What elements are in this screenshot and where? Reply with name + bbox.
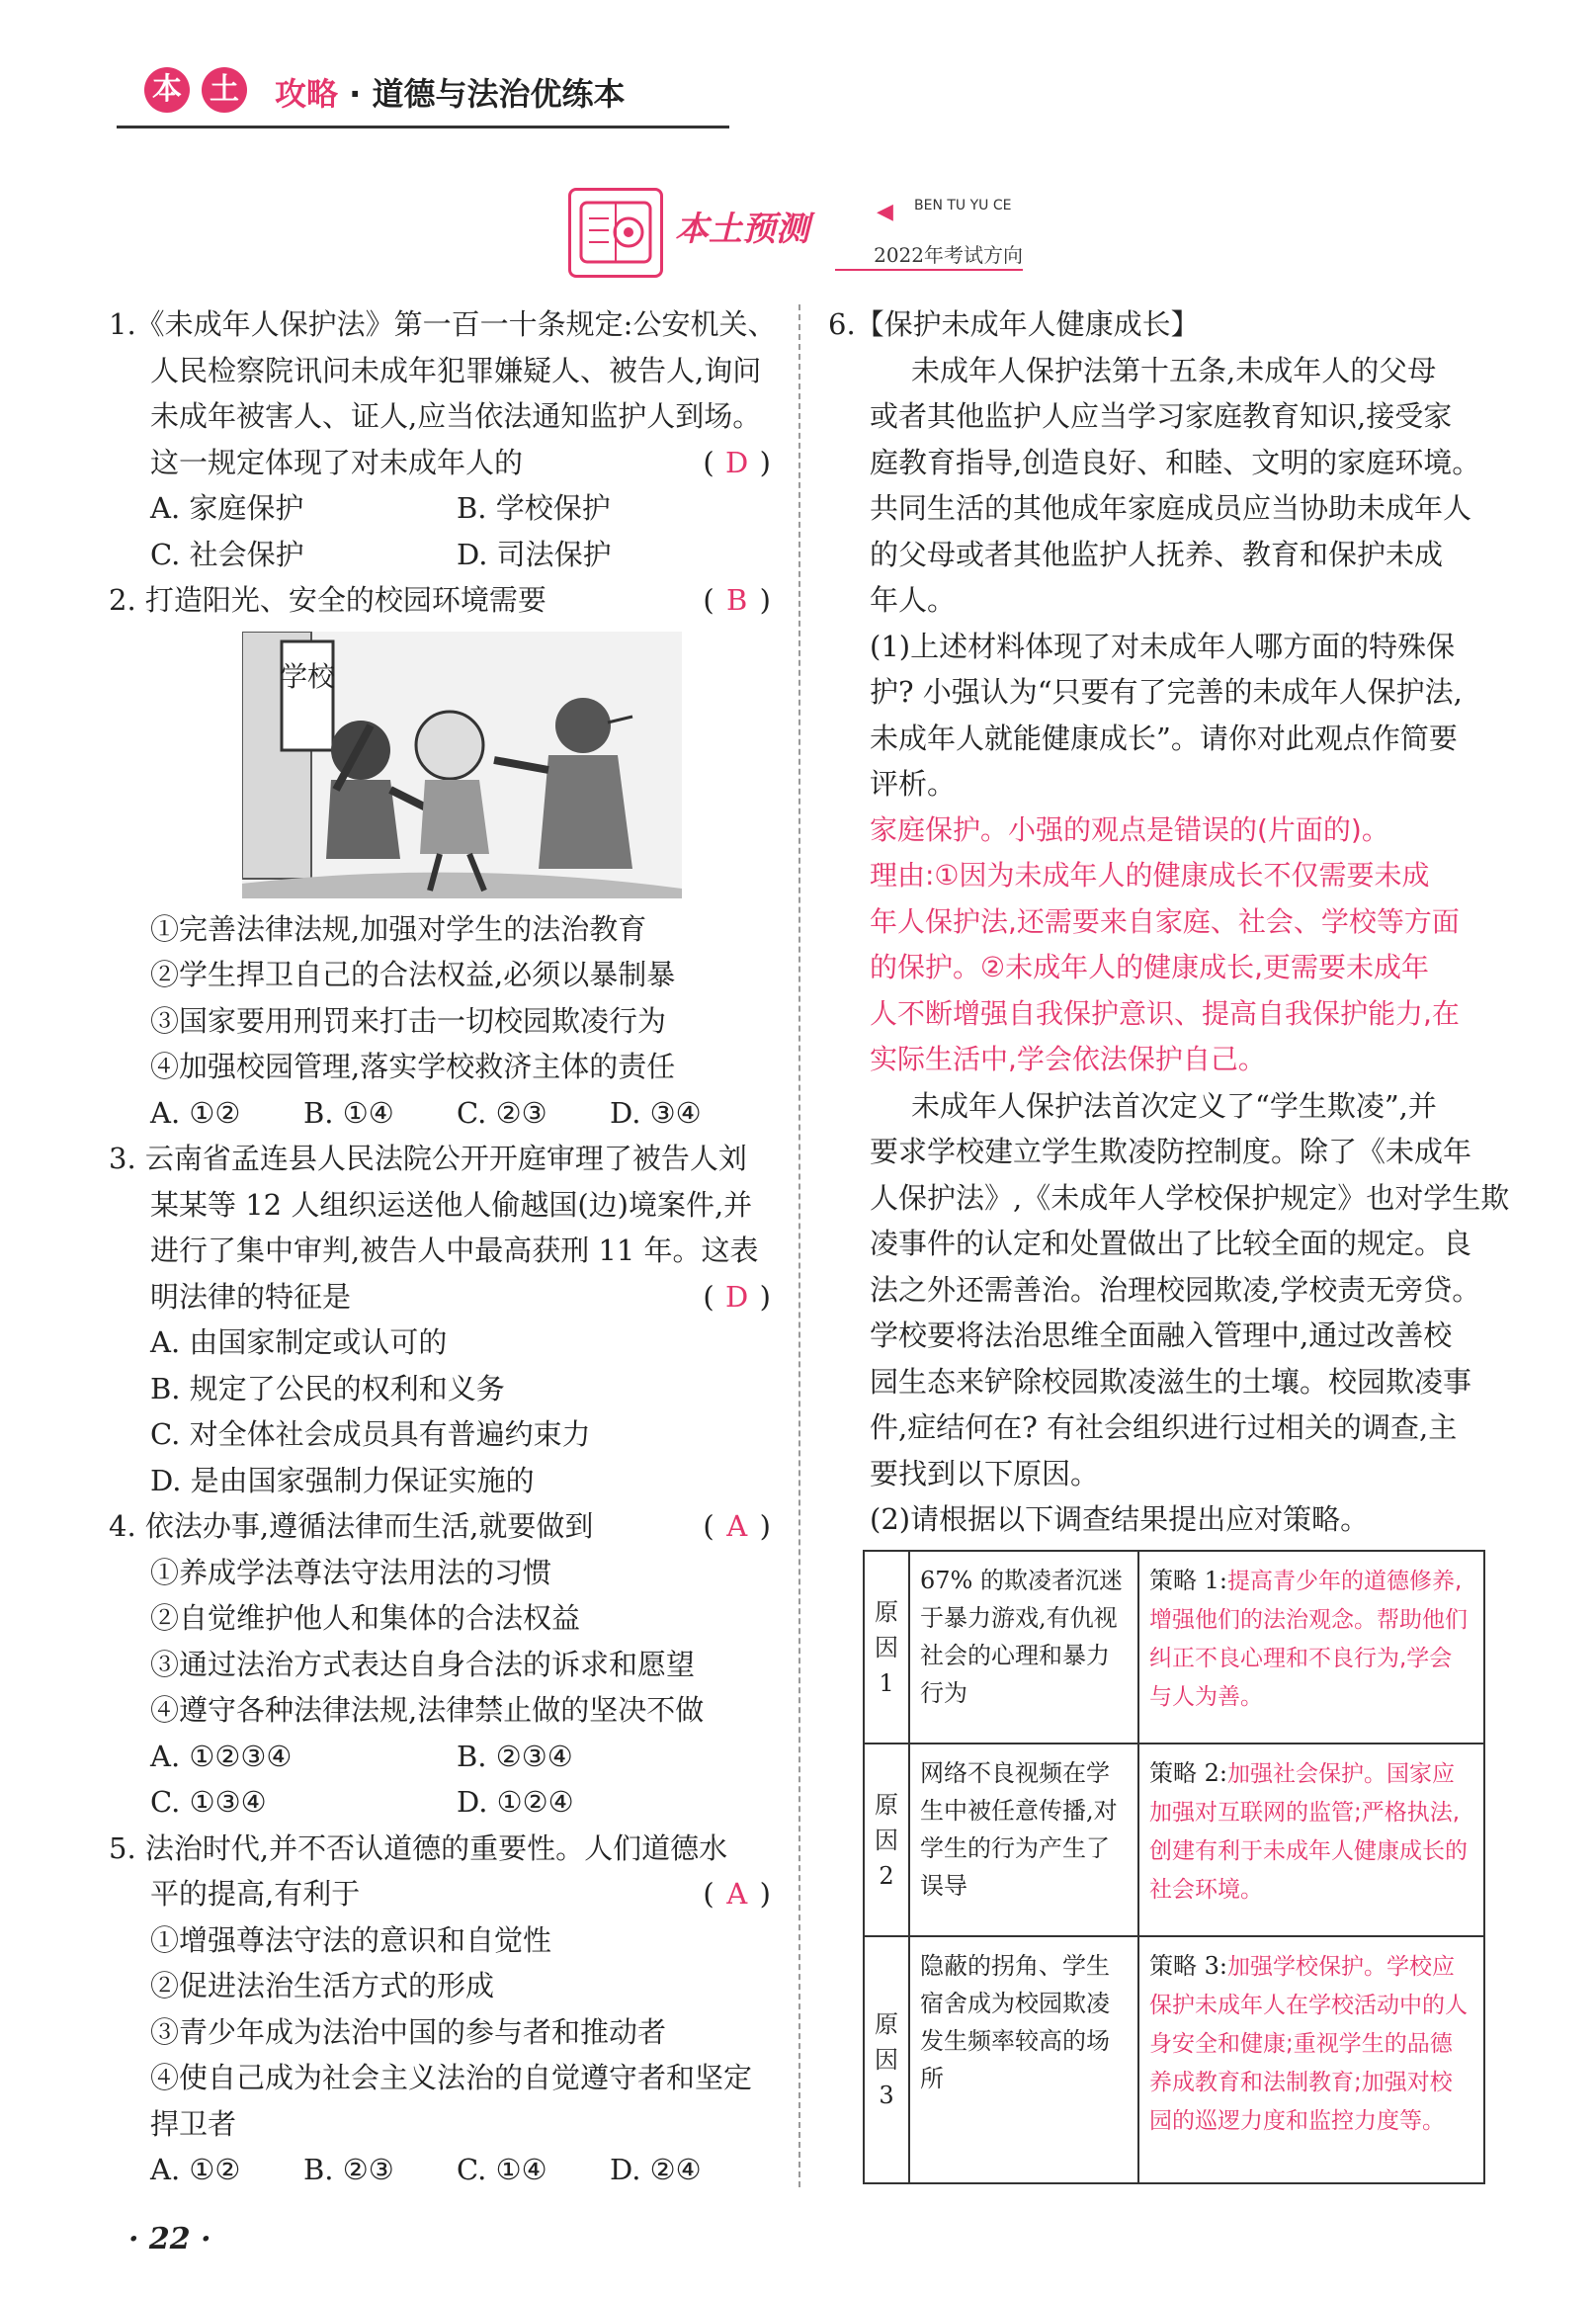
strategy-cell (1138, 1551, 1484, 1744)
q5-option-d[interactable]: D. ②④ (610, 2153, 702, 2186)
prediction-banner (568, 188, 1033, 277)
q3-line: 某某等 12 人组织运送他人偷越国(边)境案件,并 (150, 1187, 753, 1222)
bullying-illustration (242, 632, 682, 898)
page-number: · 22 · (128, 2222, 211, 2256)
q5-option-c[interactable]: C. ①④ (457, 2153, 547, 2186)
q2-option-b[interactable]: B. ①④ (303, 1095, 394, 1130)
q4-options-row (109, 1734, 771, 1780)
q1-option-c[interactable]: C. 社会保护 (150, 537, 304, 571)
q6-sub1-line: 未成年人就能健康成长”。请你对此观点作简要 (870, 721, 1458, 755)
q6-material1-line: 庭教育指导,创造良好、和睦、文明的家庭环境。 (870, 445, 1481, 479)
q6-material2-line: 要求学校建立学生欺凌防控制度。除了《未成年 (870, 1135, 1472, 1168)
q2-item: ①完善法律法规,加强对学生的法治教育 (150, 911, 647, 946)
q6-material2-line: 园生态来铲除校园欺凌滋生的土壤。校园欺凌事 (870, 1364, 1472, 1399)
header-badge-tu: 土 (202, 67, 247, 113)
q6-material2-line: 未成年人保护法首次定义了“学生欺凌”,并 (911, 1088, 1437, 1123)
q3-option-a[interactable]: A. 由国家制定或认可的 (150, 1325, 448, 1359)
strategy-answer: 加强学校保护。学校应保护未成年人在学校活动中的人身安全和健康;重视学生的品德养成教育和法制教育;加强对校园的巡逻力度和监控力度等。 (1149, 1954, 1468, 2134)
prediction-title: 本土预测 (675, 210, 809, 249)
q3-line: 3. 云南省孟连县人民法院公开开庭审理了被告人刘 (109, 1142, 747, 1175)
header-title (275, 69, 625, 115)
q1-line: 人民检察院讯问未成年犯罪嫌疑人、被告人,询问 (150, 353, 762, 387)
strategy-label: 策略 3: (1149, 1952, 1227, 1980)
reason-description: 67% 的欺凌者沉迷于暴力游戏,有仇视社会的心理和暴力行为 (909, 1551, 1138, 1744)
q3-option-c[interactable]: C. 对全体社会成员具有普遍约束力 (150, 1417, 591, 1451)
q5-line: 5. 法治时代,并不否认道德的重要性。人们道德水 (109, 1830, 728, 1865)
q1-line: 这一规定体现了对未成年人的 ( D ) (109, 440, 771, 486)
q4-item: ①养成学法尊法守法用法的习惯 (150, 1555, 552, 1589)
q3-option-b[interactable]: B. 规定了公民的权利和义务 (150, 1371, 505, 1405)
q2-answer: ( B ) (703, 583, 771, 617)
header-badge-ben: 本 (144, 67, 190, 113)
arrow-icon: ◀ (877, 200, 893, 224)
q6-answer1-line: 人不断增强自我保护意识、提高自我保护能力,在 (870, 996, 1460, 1030)
q6-answer1-line: 的保护。②未成年人的健康成长,更需要未成年 (870, 951, 1430, 983)
q2-option-d[interactable]: D. ③④ (610, 1095, 702, 1130)
q2-options-row (109, 1090, 771, 1137)
q6-material2-line: 件,症结何在? 有社会组织进行过相关的调查,主 (870, 1410, 1458, 1444)
q6-material1-line: 或者其他监护人应当学习家庭教育知识,接受家 (870, 399, 1453, 433)
strategy-label: 策略 1: (1149, 1567, 1227, 1594)
strategy-label: 策略 2: (1149, 1759, 1227, 1787)
strategy-answer: 加强社会保护。国家应加强对互联网的监管;严格执法,创建有利于未成年人健康成长的社会环境。 (1149, 1761, 1468, 1903)
question-4 (109, 1503, 771, 1826)
column-divider (798, 304, 800, 2187)
q6-material2-line: 凌事件的认定和处置做出了比较全面的规定。良 (870, 1227, 1472, 1260)
q5-item: ①增强尊法守法的意识和自觉性 (150, 1922, 552, 1957)
q6-material1-line: 的父母或者其他监护人抚养、教育和保护未成 (870, 537, 1444, 571)
strategy-cell (1138, 1936, 1484, 2183)
q4-option-b[interactable]: B. ②③④ (457, 1739, 573, 1773)
reason-description: 网络不良视频在学生中被任意传播,对学生的行为产生了误导 (909, 1744, 1138, 1936)
reason-label: 原 因 1 (864, 1551, 909, 1744)
q3-option-d[interactable]: D. 是由国家强制力保证实施的 (150, 1463, 535, 1497)
q1-options-row (109, 485, 771, 532)
q6-answer1-line: 实际生活中,学会依法保护自己。 (870, 1043, 1266, 1075)
q6-sub1-line: (1)上述材料体现了对未成年人哪方面的特殊保 (870, 629, 1456, 663)
q2-item: ④加强校园管理,落实学校救济主体的责任 (150, 1050, 676, 1083)
q5-item: ③青少年成为法治中国的参与者和推动者 (150, 2014, 667, 2049)
q4-item: ②自觉维护他人和集体的合法权益 (150, 1601, 581, 1635)
q2-item: ②学生捍卫自己的合法权益,必须以暴制暴 (150, 958, 676, 991)
table-row (864, 1551, 1484, 1744)
q6-material2-line: 人保护法》,《未成年人学校保护规定》也对学生欺 (870, 1180, 1510, 1215)
q6-material2-line: 要找到以下原因。 (870, 1456, 1100, 1490)
header-rule (117, 126, 729, 128)
question-3 (109, 1136, 771, 1503)
reason-label: 原 因 3 (864, 1936, 909, 2183)
question-5 (109, 1826, 771, 2193)
q6-sub1-line: 评析。 (870, 767, 957, 801)
q4-item: ④遵守各种法律法规,法律禁止做的坚决不做 (150, 1693, 705, 1727)
q4-option-d[interactable]: D. ①②④ (457, 1785, 574, 1819)
q3-line: 明法律的特征是 ( D ) (109, 1274, 771, 1320)
q6-material1-line: 未成年人保护法第十五条,未成年人的父母 (911, 353, 1437, 387)
prediction-english: BEN TU YU CE (914, 198, 1012, 213)
survey-table (863, 1550, 1485, 2184)
q6-answer1-line: 理由:①因为未成年人的健康成长不仅需要未成 (870, 859, 1430, 892)
q1-line: 1.《未成年人保护法》第一百一十条规定:公安机关、 (109, 307, 777, 341)
q6-sub1-line: 护? 小强认为“只要有了完善的未成年人保护法, (870, 675, 1463, 709)
q4-item: ③通过法治方式表达自身合法的诉求和愿望 (150, 1647, 696, 1681)
table-row (864, 1744, 1484, 1936)
q6-answer1-line: 年人保护法,还需要来自家庭、社会、学校等方面 (870, 904, 1460, 938)
right-column (828, 301, 1510, 1543)
q6-material2-line: 法之外还需善治。治理校园欺凌,学校责无旁贷。 (870, 1272, 1481, 1307)
header-title-book: · 道德与法治优练本 (338, 75, 626, 113)
q5-option-b[interactable]: B. ②③ (303, 2153, 394, 2186)
q4-stem: 4. 依法办事,遵循法律而生活,就要做到 ( A ) (109, 1503, 771, 1550)
q6-answer1-line: 家庭保护。小强的观点是错误的(片面的)。 (870, 812, 1389, 846)
q5-option-a[interactable]: A. ①② (150, 2153, 241, 2186)
q6-material1-line: 共同生活的其他成年家庭成员应当协助未成年人 (870, 491, 1472, 525)
left-column (109, 301, 777, 2193)
q5-options-row (109, 2147, 771, 2193)
q4-answer: ( A ) (703, 1509, 771, 1543)
q2-option-c[interactable]: C. ②③ (457, 1095, 547, 1130)
q5-item: ②促进法治生活方式的形成 (150, 1969, 495, 2002)
q1-option-d[interactable]: D. 司法保护 (457, 537, 612, 571)
reason-label: 原 因 2 (864, 1744, 909, 1936)
q1-line: 未成年被害人、证人,应当依法通知监护人到场。 (150, 399, 762, 433)
q4-option-a[interactable]: A. ①②③④ (150, 1739, 293, 1773)
q6-material2-line: 学校要将法治思维全面融入管理中,通过改善校 (870, 1319, 1453, 1352)
q5-item: 捍卫者 (150, 2106, 237, 2141)
q6-sub2: (2)请根据以下调查结果提出应对策略。 (870, 1502, 1370, 1536)
reason-description: 隐蔽的拐角、学生宿舍成为校园欺凌发生频率较高的场所 (909, 1936, 1138, 2183)
header-title-strategy: 攻略 (275, 75, 339, 113)
q2-option-a[interactable]: A. ①② (150, 1095, 241, 1130)
q5-item: ④使自己成为社会主义法治的自觉遵守者和坚定 (150, 2061, 753, 2094)
book-target-icon (568, 188, 663, 278)
q2-item: ③国家要用刑罚来打击一切校园欺凌行为 (150, 1003, 667, 1038)
q1-options-row (109, 532, 771, 578)
q1-answer: ( D ) (703, 445, 771, 479)
strategy-answer: 提高青少年的道德修养,增强他们的法治观念。帮助他们纠正不良心理和不良行为,学会与人为善。 (1149, 1569, 1468, 1710)
q5-answer: ( A ) (703, 1877, 771, 1911)
q5-line: 平的提高,有利于 ( A ) (109, 1871, 771, 1917)
prediction-year: 2022年考试方向 (835, 239, 1023, 271)
q1-option-b[interactable]: B. 学校保护 (457, 491, 611, 525)
q4-options-row (109, 1779, 771, 1826)
question-1 (109, 301, 777, 577)
school-sign: 学校 (279, 659, 336, 693)
book-header (117, 59, 729, 128)
q6-title: 6.【保护未成年人健康成长】 (828, 307, 1200, 341)
q1-option-a[interactable]: A. 家庭保护 (150, 491, 304, 525)
q4-option-c[interactable]: C. ①③④ (150, 1785, 267, 1819)
strategy-cell (1138, 1744, 1484, 1936)
q2-stem: 2. 打造阳光、安全的校园环境需要 ( B ) (109, 577, 771, 624)
q6-material1-line: 年人。 (870, 583, 957, 617)
question-2 (109, 577, 771, 1136)
table-row (864, 1936, 1484, 2183)
q3-line: 进行了集中审判,被告人中最高获刑 11 年。这表 (150, 1234, 759, 1267)
q3-answer: ( D ) (703, 1279, 771, 1314)
